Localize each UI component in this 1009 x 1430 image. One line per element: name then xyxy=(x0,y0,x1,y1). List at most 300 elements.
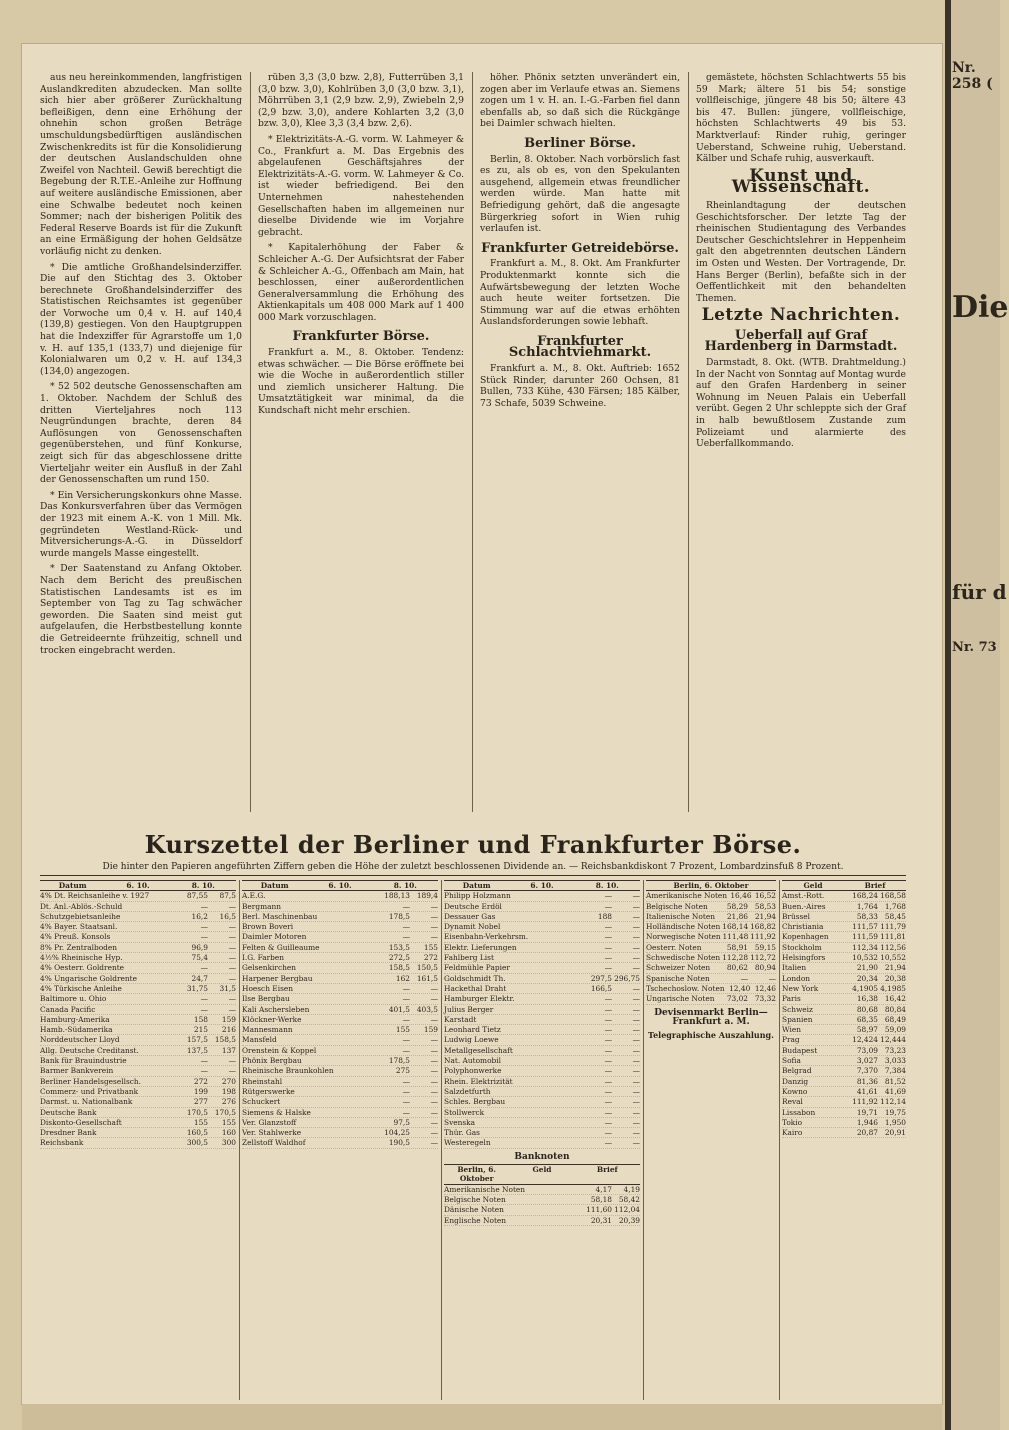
header-cell: 8. 10. xyxy=(595,881,619,890)
security-name: Paris xyxy=(782,994,801,1004)
edge-text-4: Nr. 73 xyxy=(952,640,997,655)
quote-value: — xyxy=(430,983,438,993)
table-row xyxy=(40,994,236,1004)
table-rule xyxy=(239,880,240,1400)
devisen-subtitle: Telegraphische Auszahlung. xyxy=(648,1030,774,1041)
table-row xyxy=(242,963,438,973)
stock-table-1 xyxy=(40,880,236,1400)
quote-value: 112,14 xyxy=(880,1097,906,1107)
quote-value: — xyxy=(604,1097,612,1107)
table-row xyxy=(242,1025,438,1035)
table-row xyxy=(40,1066,236,1076)
quote-value: 275 xyxy=(395,1066,410,1076)
security-name: Belgische Noten xyxy=(444,1194,506,1204)
security-name: Barmer Bankverein xyxy=(40,1066,114,1076)
quote-value: 112,28 xyxy=(722,953,749,963)
quote-value: — xyxy=(768,973,776,983)
quote-value: 111,79 xyxy=(880,922,906,932)
table-row xyxy=(444,1005,640,1015)
quote-value: 111,81 xyxy=(880,932,906,942)
quote-value: 59,15 xyxy=(754,942,776,952)
table-row xyxy=(646,963,776,973)
quote-value: 3,027 xyxy=(856,1056,878,1066)
security-name: Kairo xyxy=(782,1128,803,1138)
security-name: Hamburger Elektr. xyxy=(444,994,515,1004)
table-row xyxy=(242,1087,438,1097)
table-row xyxy=(444,1087,640,1097)
quote-value: — xyxy=(604,891,612,901)
quote-value: 178,5 xyxy=(388,911,410,921)
quote-value: 21,94 xyxy=(754,911,776,921)
table-row xyxy=(782,1015,906,1025)
table-row xyxy=(782,1066,906,1076)
security-name: Christiania xyxy=(782,922,824,932)
security-name: Amerikanische Noten xyxy=(646,891,728,901)
quote-value: — xyxy=(604,932,612,942)
quote-value: — xyxy=(200,1056,208,1066)
quote-value: 159 xyxy=(221,1014,236,1024)
page-bottom-margin xyxy=(22,1404,942,1430)
quote-value: 272 xyxy=(423,953,438,963)
table-row xyxy=(40,1087,236,1097)
security-name: Ilse Bergbau xyxy=(242,994,290,1004)
quote-value: 188 xyxy=(597,911,612,921)
section-heading-getreideboerse: Frankfurter Getreidebörse. xyxy=(481,240,679,256)
quote-value: 159 xyxy=(423,1025,438,1035)
quote-value: 160,5 xyxy=(186,1128,208,1138)
table-row xyxy=(242,1035,438,1045)
table-row xyxy=(444,984,640,994)
quote-value: — xyxy=(632,963,640,973)
quote-value: 12,46 xyxy=(754,983,776,993)
security-name: Bergmann xyxy=(242,901,282,911)
table-row xyxy=(40,932,236,942)
security-name: Englische Noten xyxy=(444,1215,507,1225)
paragraph: * Der Saatenstand zu Anfang Oktober. Nach dem Bericht des preußischen Statistischen Landesamts ist es im September von Tag zu Tag schwächer geworden. Die Saaten sind meist gut aufgelaufen, die Herbstbestellung konnte die Getreideernte frühzeitig, schnell und trocken eingebracht werden. xyxy=(40,563,242,656)
security-name: 8% Pr. Zentralboden xyxy=(40,942,118,952)
quote-value: 20,39 xyxy=(618,1215,640,1225)
quote-value: — xyxy=(228,942,236,952)
quote-value: — xyxy=(228,901,236,911)
quote-value: 73,23 xyxy=(884,1045,906,1055)
table-row xyxy=(444,1066,640,1076)
quote-value: — xyxy=(402,1045,410,1055)
quote-value: 10,552 xyxy=(880,953,906,963)
table-row xyxy=(444,1015,640,1025)
table-row xyxy=(782,891,906,901)
table-row xyxy=(782,994,906,1004)
quote-value: — xyxy=(604,1025,612,1035)
quote-value: 155 xyxy=(193,1117,208,1127)
table-row xyxy=(782,1118,906,1128)
security-name: Holländische Noten xyxy=(646,922,721,932)
quote-value: — xyxy=(430,1107,438,1117)
security-name: Brüssel xyxy=(782,911,811,921)
quote-value: 97,5 xyxy=(393,1117,410,1127)
quote-value: — xyxy=(430,911,438,921)
quote-value: — xyxy=(632,1138,640,1148)
security-name: Siemens & Halske xyxy=(242,1107,311,1117)
quote-value: — xyxy=(632,994,640,1004)
table-row xyxy=(444,1118,640,1128)
security-name: Stollwerck xyxy=(444,1107,485,1117)
quote-value: 96,9 xyxy=(191,942,208,952)
table-row xyxy=(782,1087,906,1097)
security-name: Thür. Gas xyxy=(444,1128,480,1138)
table-header xyxy=(646,880,776,891)
stock-table-2 xyxy=(242,880,438,1400)
quote-value: — xyxy=(604,1004,612,1014)
table-row xyxy=(782,1025,906,1035)
security-name: Wien xyxy=(782,1025,801,1035)
quote-value: 58,53 xyxy=(754,901,776,911)
telegraph-table xyxy=(782,880,906,1400)
table-row xyxy=(40,1128,236,1138)
quote-value: — xyxy=(430,1014,438,1024)
table-row xyxy=(444,1128,640,1138)
security-name: Ver. Glanzstoff xyxy=(242,1117,297,1127)
quote-value: 112,56 xyxy=(880,942,906,952)
quote-value: — xyxy=(402,901,410,911)
quote-value: — xyxy=(430,1138,438,1148)
quote-value: — xyxy=(632,1097,640,1107)
security-name: A.E.G. xyxy=(242,891,266,901)
table-row xyxy=(40,1035,236,1045)
quote-value: 162 xyxy=(395,973,410,983)
table-row xyxy=(444,943,640,953)
table-row xyxy=(782,953,906,963)
security-name: Phönix Bergbau xyxy=(242,1056,302,1066)
quote-value: — xyxy=(632,1128,640,1138)
security-name: Hamb.-Südamerika xyxy=(40,1025,113,1035)
quote-value: 216 xyxy=(221,1025,236,1035)
security-name: Brown Boveri xyxy=(242,922,294,932)
quote-value: — xyxy=(430,1066,438,1076)
table-row xyxy=(444,1035,640,1045)
table-row xyxy=(646,974,776,984)
quote-value: 3,033 xyxy=(884,1056,906,1066)
quote-value: 155 xyxy=(395,1025,410,1035)
table-row xyxy=(782,1097,906,1107)
quote-value: 276 xyxy=(221,1097,236,1107)
table-row xyxy=(444,1216,640,1226)
quote-value: — xyxy=(632,1076,640,1086)
quote-value: 4,19 xyxy=(623,1184,640,1194)
paragraph: aus neu hereinkommenden, langfristigen Auslandkrediten abzudecken. Man sollte sich hier aber größerer Zurückhaltung befleißigen, denn eine Erhöhung der ohnehin schon großen Beträge umschuldungsbedürftigen ausländischen Zwischenkredits ist für die Konsolidierung der deutschen Auslandschulden ohne Zweifel von Nachteil. Gewiß berechtigt die Begebung der R.T.E.-Anleihe zur Hoffnung auf weitere ausländische Emissionen, aber eine Schwalbe bedeutet noch keinen Sommer; nach der bisherigen Politik des Federal Reserve Boards ist für die Zukunft an eine Ermäßigung der hohen Geldsätze vorläufig nicht zu denken. xyxy=(40,72,242,257)
security-name: Metallgesellschaft xyxy=(444,1045,513,1055)
security-name: New York xyxy=(782,983,819,993)
table-row xyxy=(444,1046,640,1056)
quote-value: 158 xyxy=(193,1014,208,1024)
paragraph: * Ein Versicherungskonkurs ohne Masse. Das Konkursverfahren über das Vermögen der 1923 mit einem A.-K. von 1 Mill. Mk. gegründeten Westland-Rück- und Mitversicherungs-A.-G. in Düsseldorf wurde mangels Masse eingestellt. xyxy=(40,489,242,559)
security-name: Nat. Automobil xyxy=(444,1056,501,1066)
quote-value: 80,84 xyxy=(884,1004,906,1014)
security-name: Norwegische Noten xyxy=(646,932,721,942)
table-header xyxy=(40,880,236,891)
table-row xyxy=(40,1138,236,1148)
table-row xyxy=(242,1066,438,1076)
table-row xyxy=(40,943,236,953)
quote-value: 188,13 xyxy=(384,891,410,901)
quote-value: 215 xyxy=(193,1025,208,1035)
table-row xyxy=(646,891,776,901)
header-cell: Datum xyxy=(58,881,87,890)
quote-value: — xyxy=(430,1056,438,1066)
security-name: Lissabon xyxy=(782,1107,816,1117)
table-row xyxy=(40,922,236,932)
security-name: Hamburg-Amerika xyxy=(40,1014,110,1024)
header-cell: 6. 10. xyxy=(328,881,352,890)
quote-value: 1,768 xyxy=(884,901,906,911)
security-name: Philipp Holzmann xyxy=(444,891,511,901)
table-row xyxy=(444,1108,640,1118)
security-name: Schweiz xyxy=(782,1004,813,1014)
stock-table-3 xyxy=(444,880,640,1400)
quote-value: — xyxy=(228,932,236,942)
section-heading-letzte-nachrichten: Letzte Nachrichten. xyxy=(701,305,901,326)
security-name: Berl. Maschinenbau xyxy=(242,911,318,921)
table-row xyxy=(242,1128,438,1138)
table-row xyxy=(444,1097,640,1107)
quote-value: 80,62 xyxy=(726,963,748,973)
security-name: Budapest xyxy=(782,1045,818,1055)
table-row xyxy=(242,1056,438,1066)
table-row xyxy=(242,1097,438,1107)
security-name: Spanien xyxy=(782,1014,813,1024)
quote-value: — xyxy=(430,922,438,932)
quote-value: — xyxy=(200,922,208,932)
table-row xyxy=(782,912,906,922)
table-row xyxy=(242,943,438,953)
table-row xyxy=(242,1138,438,1148)
security-name: Rheinische Braunkohlen xyxy=(242,1066,334,1076)
security-name: Deutsche Erdöl xyxy=(444,901,502,911)
quote-value: — xyxy=(632,1045,640,1055)
quote-value: — xyxy=(632,1035,640,1045)
table-rule xyxy=(643,880,644,1400)
security-name: 4% Preuß. Konsols xyxy=(40,932,111,942)
table-row xyxy=(242,1077,438,1087)
security-name: Eisenbahn-Verkehrsm. xyxy=(444,932,529,942)
table-row xyxy=(242,902,438,912)
table-row xyxy=(40,1005,236,1015)
quote-value: 168,58 xyxy=(880,891,906,901)
quote-value: 170,5 xyxy=(214,1107,236,1117)
quote-value: 272 xyxy=(193,1076,208,1086)
security-name: Amerikanische Noten xyxy=(444,1184,526,1194)
table-row xyxy=(40,984,236,994)
kurszettel-subtitle: Die hinter den Papieren angeführten Ziffern geben die Höhe der zuletzt beschlossenen Dividende an. — Reichsbankdiskont 7 Prozent, Lombardzinsfuß 8 Prozent. xyxy=(40,862,906,876)
quote-value: 1,946 xyxy=(856,1117,878,1127)
quote-value: 168,14 xyxy=(722,922,749,932)
table-row xyxy=(646,932,776,942)
table-row xyxy=(646,994,776,1004)
edge-text-2: Die xyxy=(952,290,1009,325)
security-name: Allg. Deutsche Creditanst. xyxy=(40,1045,139,1055)
section-heading-berliner-boerse: Berliner Börse. xyxy=(524,135,636,151)
quote-value: 104,25 xyxy=(384,1128,410,1138)
table-row xyxy=(242,994,438,1004)
section-heading-frankfurter-boerse: Frankfurter Börse. xyxy=(292,329,430,345)
quote-value: 277 xyxy=(193,1097,208,1107)
security-name: Amst.-Rott. xyxy=(782,891,825,901)
security-name: Belgrad xyxy=(782,1066,812,1076)
quote-value: — xyxy=(604,1117,612,1127)
column-rule xyxy=(688,72,689,812)
table-row xyxy=(444,994,640,1004)
quote-value: 12,444 xyxy=(880,1035,906,1045)
security-name: Stockholm xyxy=(782,942,822,952)
table-header xyxy=(444,880,640,891)
quote-value: — xyxy=(604,1128,612,1138)
quote-value: 58,42 xyxy=(618,1194,640,1204)
quote-value: — xyxy=(632,922,640,932)
security-name: Sofia xyxy=(782,1056,801,1066)
quote-value: 111,60 xyxy=(586,1205,612,1215)
quote-value: — xyxy=(402,922,410,932)
security-name: Svenska xyxy=(444,1117,476,1127)
table-row xyxy=(40,1108,236,1118)
quote-value: 168,82 xyxy=(750,922,776,932)
table-row xyxy=(782,974,906,984)
quote-value: — xyxy=(200,1004,208,1014)
quote-value: — xyxy=(200,963,208,973)
quote-value: — xyxy=(228,1004,236,1014)
quote-value: 111,92 xyxy=(852,1097,878,1107)
quote-value: 41,61 xyxy=(856,1086,878,1096)
quote-value: 24,7 xyxy=(191,973,208,983)
security-name: 4% Dt. Reichsanleihe v. 1927 xyxy=(40,891,150,901)
paragraph: Berlin, 8. Oktober. Nach vorbörslich fast es zu, als ob es, von den Spekulanten ausgehend, allgemein etwas freundlicher werden würde. Man hatte mit Befriedigung gehört, daß die angesagte Bürgerkrieg sofort in Wien ruhig verlaufen ist. xyxy=(480,153,680,235)
quote-value: 87,55 xyxy=(186,891,208,901)
table-row xyxy=(242,1015,438,1025)
security-name: Ludwig Loewe xyxy=(444,1035,499,1045)
quote-value: — xyxy=(632,1086,640,1096)
security-name: Feldmühle Papier xyxy=(444,963,510,973)
quote-value: — xyxy=(402,932,410,942)
quote-value: 16,5 xyxy=(219,911,236,921)
quote-value: — xyxy=(200,901,208,911)
table-row xyxy=(444,974,640,984)
quote-value: — xyxy=(228,922,236,932)
quote-value: 20,34 xyxy=(856,973,878,983)
quote-value: 137 xyxy=(221,1045,236,1055)
table-row xyxy=(242,1046,438,1056)
security-name: Italien xyxy=(782,963,807,973)
quote-value: — xyxy=(402,1014,410,1024)
quote-value: 80,68 xyxy=(856,1004,878,1014)
quote-value: — xyxy=(632,942,640,952)
security-name: Dynamit Nobel xyxy=(444,922,501,932)
table-row xyxy=(40,1046,236,1056)
table-row xyxy=(646,902,776,912)
header-cell: Berlin, 6. Oktober xyxy=(457,1165,497,1184)
security-name: Hackethal Draht xyxy=(444,983,507,993)
quote-value: — xyxy=(228,994,236,1004)
table-row xyxy=(444,953,640,963)
quote-value: — xyxy=(604,1086,612,1096)
table-row xyxy=(646,922,776,932)
quote-value: — xyxy=(604,922,612,932)
security-name: Buen.-Aires xyxy=(782,901,826,911)
table-row xyxy=(242,912,438,922)
security-name: Westeregeln xyxy=(444,1138,491,1148)
security-name: Deutsche Bank xyxy=(40,1107,97,1117)
quote-value: 297,5 xyxy=(590,973,612,983)
security-name: Commerz- und Privatbank xyxy=(40,1086,139,1096)
security-name: Mannesmann xyxy=(242,1025,293,1035)
quote-value: 75,4 xyxy=(191,953,208,963)
quote-value: 20,91 xyxy=(884,1128,906,1138)
paragraph: gemästete, höchsten Schlachtwerts 55 bis 59 Mark; ältere 51 bis 54; sonstige vollfleischige, jüngere 48 bis 50; ältere 43 bis 47. Bullen: jüngere, vollfleischige, höchsten Schlachtwerts 49 bis 53. Marktverlauf: Rinder ruhig, geringer Ueberstand, Schweine ruhig, Ueberstand. Kälber und Schafe ruhig, ausverkauft. xyxy=(696,72,906,165)
security-name: 4½% Rheinische Hyp. xyxy=(40,953,123,963)
quote-value: — xyxy=(430,994,438,1004)
security-name: Berliner Handelsgesellsch. xyxy=(40,1076,141,1086)
quote-value: 296,75 xyxy=(614,973,640,983)
paragraph: Frankfurt a. M., 8. Okt. Auftrieb: 1652 Stück Rinder, darunter 260 Ochsen, 81 Bullen, 733 Kühe, 430 Färsen; 185 Kälber, 73 Schafe, 5039 Schweine. xyxy=(480,363,680,409)
quote-value: 81,52 xyxy=(884,1076,906,1086)
security-name: Rhein. Elektrizität xyxy=(444,1076,513,1086)
quote-value: 4,17 xyxy=(595,1184,612,1194)
table-row xyxy=(782,1108,906,1118)
table-row xyxy=(782,1077,906,1087)
column-rule xyxy=(250,72,251,812)
security-name: 4% Oesterr. Goldrente xyxy=(40,963,125,973)
table-row xyxy=(444,1138,640,1148)
quote-value: 31,75 xyxy=(186,983,208,993)
table-row xyxy=(782,1128,906,1138)
quote-value: 31,5 xyxy=(219,983,236,993)
quote-value: — xyxy=(402,1035,410,1045)
quote-value: — xyxy=(632,1056,640,1066)
table-row xyxy=(782,1046,906,1056)
security-name: Fahlberg List xyxy=(444,953,494,963)
quote-value: 20,31 xyxy=(590,1215,612,1225)
article-subheading: Ueberfall auf Graf Hardenberg in Darmstadt. xyxy=(704,327,898,355)
quote-value: — xyxy=(228,1066,236,1076)
quote-value: 68,49 xyxy=(884,1014,906,1024)
security-name: Tschechoslow. Noten xyxy=(646,983,725,993)
table-header xyxy=(242,880,438,891)
header-cell: Datum xyxy=(462,881,491,890)
security-name: Kowno xyxy=(782,1086,808,1096)
paragraph: Frankfurt a. M., 8. Oktober. Tendenz: etwas schwächer. — Die Börse eröffnete bei wie die Woche in außerordentlich stiller und ziemlich unsicherer Haltung. Die Umsatztätigkeit war minimal, da die Kundschaft nicht mehr erschien. xyxy=(258,347,464,417)
quote-value: 300,5 xyxy=(186,1138,208,1148)
security-name: I.G. Farben xyxy=(242,953,285,963)
table-row xyxy=(444,1077,640,1087)
quote-value: — xyxy=(430,1097,438,1107)
quote-value: — xyxy=(228,1056,236,1066)
quote-value: — xyxy=(228,963,236,973)
table-row xyxy=(444,1205,640,1215)
security-name: 4% Türkische Anleihe xyxy=(40,983,122,993)
quote-value: 1,764 xyxy=(856,901,878,911)
quote-value: 10,532 xyxy=(852,953,878,963)
security-name: Dessauer Gas xyxy=(444,911,496,921)
quote-value: — xyxy=(604,1045,612,1055)
quote-value: 7,384 xyxy=(884,1066,906,1076)
quote-value: — xyxy=(604,1014,612,1024)
quote-value: 73,32 xyxy=(754,994,776,1004)
quote-value: — xyxy=(402,1076,410,1086)
security-name: Kopenhagen xyxy=(782,932,829,942)
security-name: Helsingfors xyxy=(782,953,826,963)
header-cell: 8. 10. xyxy=(393,881,417,890)
header-cell: Geld xyxy=(532,1165,552,1175)
security-name: Julius Berger xyxy=(444,1004,494,1014)
security-name: London xyxy=(782,973,811,983)
quote-value: — xyxy=(604,1066,612,1076)
